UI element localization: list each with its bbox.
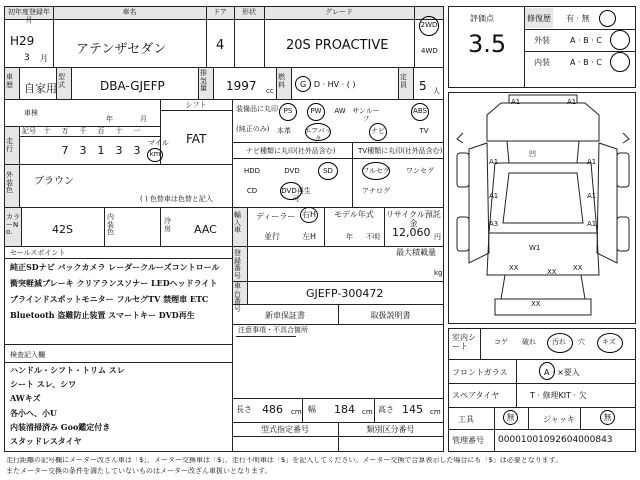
doors-label: ドア [213,8,227,16]
damage-mark: XX [547,268,557,276]
color-code: 42S [52,223,73,236]
caution-label: 注意事項・不具合箇所 [238,326,308,334]
digit-value: 3 [79,144,87,157]
inspector-line: 各小ヘ、小U [10,407,57,418]
model-label: 型式 [58,73,65,89]
model-year-label: モデル年式 [334,210,374,219]
seat-item: 汚れ [552,338,566,346]
equipment-circle [307,103,325,121]
tools-nashi-circle: 無 [503,410,518,425]
equipment-item: AW [334,107,346,115]
sales-points-label: セールスポイント [10,249,66,257]
first-reg-era: H29 [10,34,35,48]
import-parallel: 並行 [264,232,280,241]
seat-circle [597,333,623,353]
front-glass-label: フロントガラス [452,368,508,377]
first-reg-month-unit: 月 [40,54,48,63]
digit-value: 1 [97,144,105,157]
digit-label: 記号 [22,127,36,135]
length: 486 [262,403,283,416]
footer-line1: 走行距離の記号欄にメーター改ざん車は「$」、メーター交換車は「$」、走行不明車は「$」を記入してください。メーター交換で合算表示した場合にも「$」は必要となります。 [6,457,563,464]
digit-label: 一 [133,127,141,135]
tv-item: フルセグ [362,167,390,175]
repair-label: 修復歴 [527,14,551,23]
exterior-grade-label: 外装 [534,36,550,45]
damage-mark: W1 [529,244,541,252]
sales-point-line: 衝突軽減ブレーキ クリアランスソナー LEDヘッドライト [10,278,218,288]
mileage-unit-km-circle: km [147,148,163,162]
drive-4wd: 4WD [421,47,438,55]
digit-label: 万 [61,127,69,135]
digit-value: 3 [115,144,123,157]
repair-nashi-circle [599,10,616,27]
model-spec-label: 型式指定番号 [261,425,309,434]
equipment-item: TV [419,127,429,135]
front-glass-circle [539,362,555,380]
model-year-unknown: 不明 [366,233,380,241]
damage-mark: A1 [567,98,577,106]
damage-mark: XX [531,300,541,308]
reg-number-label: 登録番号 [234,249,241,281]
spare-tire-options: T · 修理KIT · 欠 [530,391,587,400]
sales-point-line: ブラインドスポットモニター フルセグTV 禁煙車 ETC [10,294,209,304]
damage-diagram [448,92,636,324]
inspection-year-unit: 年 [106,115,113,123]
car-name: アテンザセダン [76,42,167,57]
damage-mark: 凹 [529,150,536,158]
equipment-item: PS [283,107,293,115]
jack-label: ジャッキ [543,415,575,424]
height-label: 高さ [378,405,394,414]
equipment-item: サンルーフ [352,107,380,123]
capacity-label: 定員 [400,73,407,89]
digit-value: 3 [133,144,141,157]
equipment-circle [369,123,387,141]
seat-circle [547,333,573,353]
model-year-unit: 年 [346,233,353,241]
displacement: 1997 [226,79,257,93]
tv-item: ワンセグ [406,167,434,175]
damage-mark: A1 [489,158,499,166]
car-outline [449,93,637,325]
displacement-label: 排気量 [200,69,207,93]
max-load-label: 最大積載量 [396,248,436,257]
digit-label: 千 [79,127,87,135]
grade: 20S PROACTIVE [286,38,389,53]
damage-mark: A1 [489,192,499,200]
seat-item: コゲ [494,338,508,346]
grade-label: グレード [325,8,353,16]
shift-label: シフト [185,101,207,109]
equipment-sub: (純正のみ) [236,125,270,133]
equipment-item: ナビ [371,127,385,135]
seat-label: 室内シート [452,333,476,352]
first-reg-month: 3 [24,53,30,63]
equipment-item: エアバック [304,127,332,143]
seat-item: 破れ [522,338,536,346]
height-unit: cm [430,408,441,416]
equipment-item: PW [310,107,322,115]
jack-nashi-circle: 無 [600,410,615,425]
car-name-label: 車名 [122,8,137,16]
width: 184 [334,403,355,416]
manual: 取扱説明書 [370,311,411,320]
damage-mark: XX [573,264,583,272]
damage-mark: A1 [587,192,597,200]
recycle-value: 12,060 [392,226,431,239]
length-unit: cm [291,408,302,416]
hand-left: 左H [302,232,317,241]
ac-value: AAC [194,223,217,236]
chassis-label: 車台番号 [234,282,241,314]
equipment-label: 装備品に丸印 [236,105,278,113]
model: DBA-GJEFP [100,79,165,93]
navi-item: DVD [284,167,300,175]
interior-grade-label: 内装 [534,58,550,67]
chassis-number: GJEFP-300472 [306,287,384,300]
sales-point-line: Bluetooth 盗難防止装置 スマートキー DVD再生 [10,310,195,320]
recycle-unit: 円 [434,233,441,241]
footer-line2: またメーター交換の条件を満たしていないものはメーター改ざん車扱いとなります。 [6,467,272,475]
exterior-grade-options: A · B · C [570,36,602,45]
shape-label: 形状 [242,8,256,16]
front-glass-options: A · ×要入 [544,368,580,377]
category-label: 車歴 [6,73,13,89]
damage-mark: A1 [587,220,597,228]
class-label: 類別区分番号 [366,425,415,434]
import-label: 輸入車 [234,211,241,235]
digit-label: 百 [97,127,105,135]
mileage-side-label: 走行 [6,137,13,153]
exterior-color: ブラウン [34,176,74,187]
equipment-item: ABS [413,107,427,115]
equipment-item: 本革 [277,127,291,135]
score: 3.5 [468,30,507,58]
spare-tire-label: スペアタイヤ [452,391,500,400]
first-reg-label: 初年度登録年月 [8,8,50,24]
height: 145 [402,403,423,416]
tv-item: アナログ [362,187,390,195]
person-unit: 人 [433,87,440,95]
doors: 4 [216,38,225,53]
exterior-color-label: 外装色 [6,171,13,195]
fuel-options: G · D · HV · ( ) [300,80,356,89]
inspector-line: AWキズ [10,393,41,404]
ac-label: 冷房 [164,217,171,233]
tv-title: TV種類に丸印(社外品含む) [358,147,443,155]
interior-color-label: 内装色 [107,213,114,237]
digit-value: 7 [61,144,69,157]
inspector-line: ハンドル・シフト・トリム スレ [10,365,125,375]
digit-label: 十 [43,127,51,135]
sales-point-line: 純正SDナビ バックカメラ レーダークルーズコントロール [10,262,220,272]
navi-sd-circle [318,162,338,180]
recycle-label: リサイクル預託金 [386,210,441,229]
max-load-unit: kg [434,269,443,277]
drive-2wd-circle: 2WD [419,16,439,36]
damage-mark: A1 [511,98,521,106]
inspector-line: 内装清掃済み Goo鑑定付き [10,421,111,432]
management-number: 00001001092604000843 [498,435,613,445]
inspection-month-unit: 月 [140,115,147,123]
navi-item: SD [323,167,333,175]
cc-unit: cc [266,87,274,95]
repair-options: 有 · 無 [566,14,590,23]
inspector-label: 検査記入欄 [10,351,45,359]
category: 自家用 [24,82,57,95]
interior-grade-circle [610,52,630,72]
fuel-label: 燃料 [278,73,285,89]
capacity: 5 [419,79,427,93]
exterior-grade-circle [610,30,630,50]
digit-label: 十 [115,127,123,135]
inspection-label: 車検 [24,109,38,117]
equipment-circle [411,103,429,121]
navi-item: DVD再生可 [281,187,311,203]
management-label: 管理番号 [452,436,484,445]
import-dealer: ディーラー [256,212,296,221]
mileage-unit-mile: マイル [148,139,169,147]
inspector-line: シート スレ、シワ [10,379,77,390]
damage-mark: A1 [587,158,597,166]
navi-dvd-circle [280,182,302,200]
tv-fullseg-circle [362,162,390,180]
interior-grade-options: A · B · C [570,58,602,67]
hand-right-circle: 右H [300,207,318,223]
navi-item: HDD [243,167,261,175]
navi-item: CD [246,187,258,195]
damage-mark: A3 [489,220,499,228]
width-label: 幅 [308,405,316,414]
exterior-color-note: ( ) 色替車は色替と記入 [140,195,213,203]
color-code-label: カラーNo. [6,213,20,237]
equipment-circle [305,123,331,141]
equipment-circle [279,103,297,121]
width-unit: cm [362,408,373,416]
navi-title: ナビ種類に丸印(社外品含む) [246,147,336,155]
fuel-circle [295,76,311,92]
seat-item: キズ [602,338,616,346]
seat-item: 穴 [578,338,585,346]
damage-mark: XX [509,264,519,272]
inspector-line: スタッドレスタイヤ [10,436,82,446]
score-label: 評価点 [470,14,494,23]
shift: FAT [186,132,207,146]
length-label: 長さ [236,405,252,414]
new-car-warranty: 新車保証書 [265,311,305,320]
tools-label: 工具 [458,415,474,424]
